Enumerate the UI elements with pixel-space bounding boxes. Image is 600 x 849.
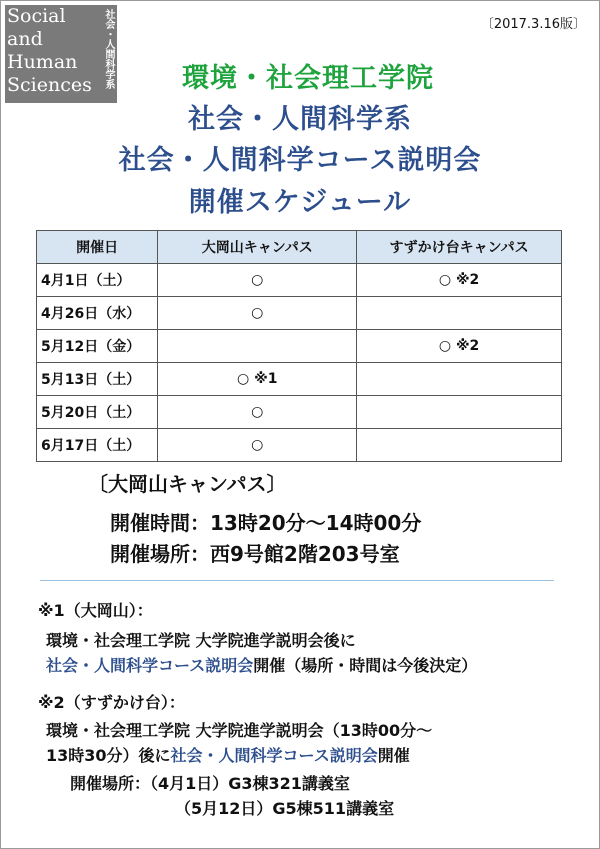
- row-suzukakedai: ○ ※2: [357, 264, 562, 297]
- table-row: [37, 363, 562, 396]
- course-name-highlight: 社会・人間科学コース説明会: [170, 746, 378, 765]
- title-department: 社会・人間科学系: [188, 104, 412, 135]
- title-school: 環境・社会理工学院: [182, 63, 434, 94]
- note2-line2-a: 13時30分）後に: [46, 746, 171, 765]
- ookayama-heading: 〔大岡山キャンパス〕: [88, 472, 287, 496]
- note2-line2: [46, 743, 410, 766]
- row-suzukakedai: ○ ※2: [357, 330, 562, 363]
- logo-line: Human: [7, 51, 78, 73]
- header-date: 開催日: [37, 231, 158, 264]
- row-ookayama: ○: [158, 429, 357, 462]
- logo-jp-text: 社会・人間科学系: [103, 9, 114, 89]
- logo-line: Sciences: [7, 74, 92, 96]
- row-suzukakedai: [357, 396, 562, 429]
- note2-place2: （5月12日）G5棟511講義室: [175, 799, 395, 818]
- note2-place1: 開催場所：（4月1日）G3棟321講義室: [70, 774, 350, 793]
- note1-line2: [46, 653, 477, 676]
- row-date: 6月17日（土）: [37, 429, 158, 462]
- header-suzukakedai: すずかけ台キャンパス: [357, 231, 562, 264]
- row-date: 4月1日（土）: [37, 264, 158, 297]
- header-ookayama: 大岡山キャンパス: [158, 231, 357, 264]
- note2-line1: 環境・社会理工学院 大学院進学説明会（13時00分〜: [46, 721, 433, 740]
- row-date: 5月13日（土）: [37, 363, 158, 396]
- table-row: [37, 396, 562, 429]
- logo-line: and: [7, 28, 43, 50]
- row-ookayama: ○ ※1: [158, 363, 357, 396]
- title-event: 社会・人間科学コース説明会: [118, 145, 482, 176]
- note1-line2-rest: 開催（場所・時間は今後決定）: [253, 656, 478, 675]
- course-name-highlight: 社会・人間科学コース説明会: [46, 656, 254, 675]
- row-date: 5月20日（土）: [37, 396, 158, 429]
- row-ookayama: ○: [158, 396, 357, 429]
- row-suzukakedai: [357, 297, 562, 330]
- row-suzukakedai: [357, 363, 562, 396]
- version-label: 〔2017.3.16版〕: [480, 17, 586, 32]
- row-ookayama: [158, 330, 357, 363]
- note1-heading: ※1（大岡山）：: [38, 601, 153, 620]
- note2-heading: ※2（すずかけ台）：: [38, 693, 185, 712]
- ookayama-place: 開催場所：西9号館2階203号室: [110, 542, 400, 566]
- row-date: 4月26日（水）: [37, 297, 158, 330]
- row-ookayama: ○: [158, 264, 357, 297]
- schedule-table: [36, 230, 562, 462]
- row-ookayama: ○: [158, 297, 357, 330]
- table-row: [37, 429, 562, 462]
- note2-line2-b: 開催: [377, 746, 410, 765]
- divider: [40, 580, 554, 581]
- ookayama-time: 開催時間：13時20分〜14時00分: [110, 511, 422, 535]
- note1-line1: 環境・社会理工学院 大学院進学説明会後に: [46, 631, 356, 650]
- table-header-row: [37, 231, 562, 264]
- row-date: 5月12日（金）: [37, 330, 158, 363]
- table-row: [37, 264, 562, 297]
- table-row: [37, 330, 562, 363]
- row-suzukakedai: [357, 429, 562, 462]
- table-row: [37, 297, 562, 330]
- title-schedule: 開催スケジュール: [188, 187, 412, 218]
- logo-line: Social: [7, 5, 66, 27]
